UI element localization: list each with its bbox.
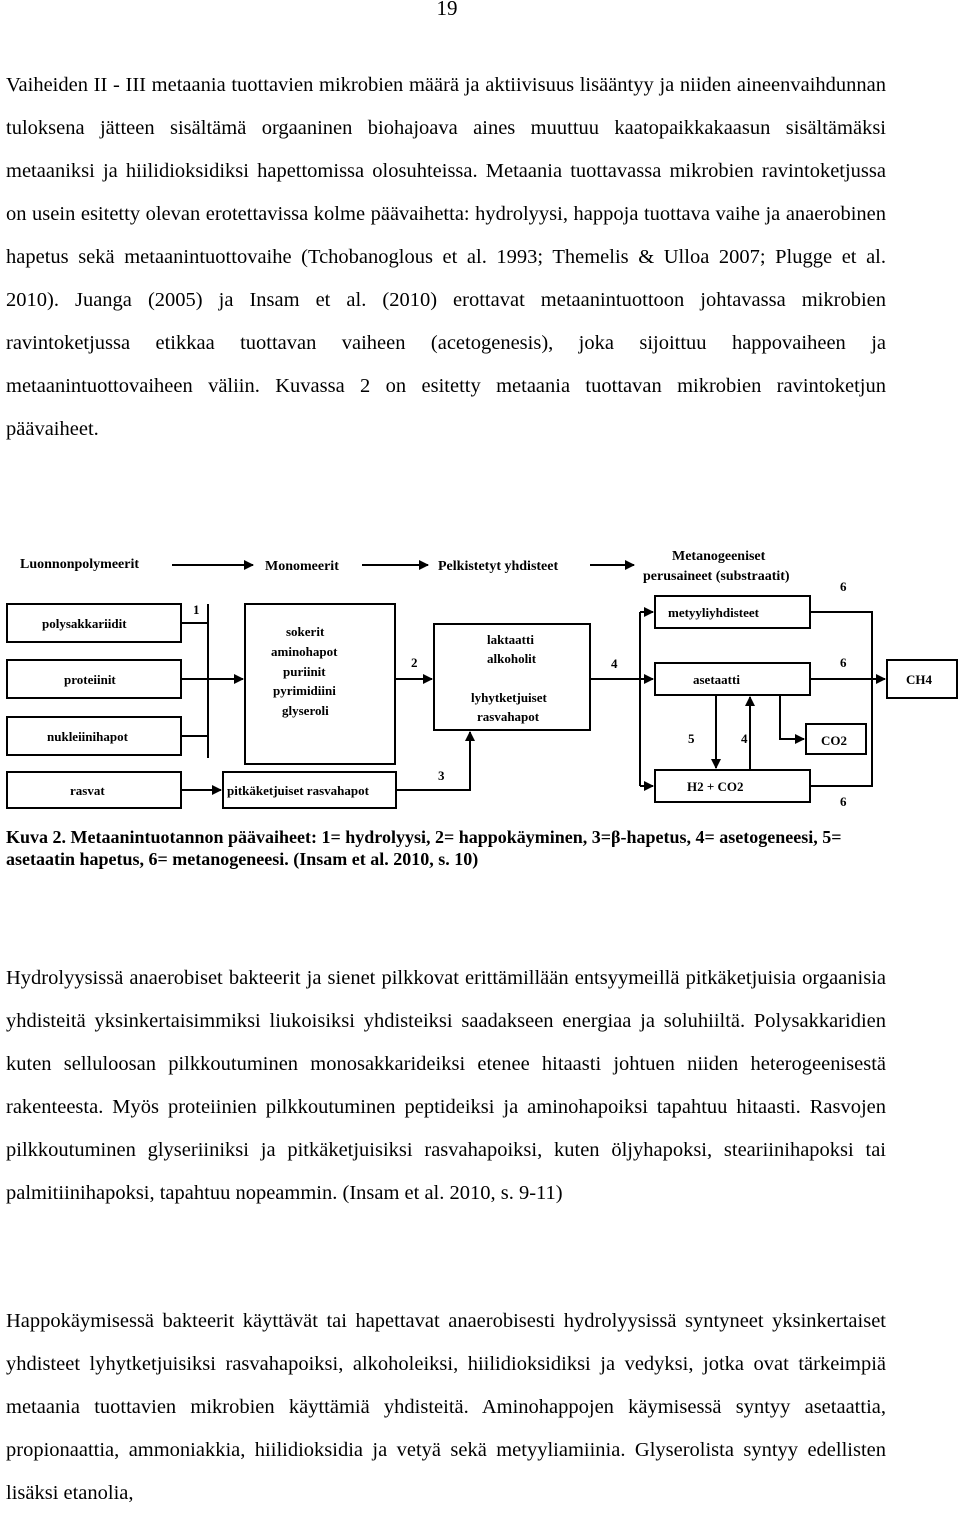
label-fats: rasvat [70, 783, 105, 798]
methane-food-chain-diagram [0, 540, 960, 825]
reduced-short-chain: lyhytketjuiset [471, 690, 547, 705]
paragraph-hydrolysis: Hydrolyysissä anaerobiset bakteerit ja sienet pilkkovat erittämillään entsyymeillä pitkäketjuisia orgaanisia yhdisteitä yksinkertaisimmiksi liukoisiksi yhdisteiksi saadakseen energiaa ja soluhiiltä. Polysakkaridien kuten selluloosan pilkkoutuminen monosakkarideiksi etenee hitaasti johtuen niiden heterogeenisestä rakenteesta. Myös proteiinien pilkkoutuminen peptideiksi ja aminohapoiksi tapahtuu hitaasti. Rasvojen pilkkoutuminen glyseriiniksi ja pitkäketjuisiksi rasvahapoiksi, kuten öljyhapoksi, steariinihapoksi tai palmitiinihapoksi, tapahtuu nopeammin. (Insam et al. 2010, s. 9-11) [6, 967, 886, 1204]
step-label-6a: 6 [840, 579, 847, 594]
step-label-4a: 4 [611, 656, 618, 671]
step-label-2: 2 [411, 655, 418, 670]
label-ch4: CH4 [906, 672, 932, 687]
header-natural-polymers: Luonnonpolymeerit [20, 557, 140, 572]
monomer-glycerol: glyseroli [282, 703, 329, 718]
label-methyl-compounds: metyyliyhdisteet [668, 605, 759, 620]
arrow-beta-oxidation [396, 732, 470, 790]
step-label-6b: 6 [840, 655, 847, 670]
paragraph-intro: Vaiheiden II - III metaania tuottavien mikrobien määrä ja aktiivisuus lisääntyy ja niiden aineenvaihdunnan tuloksena jätteen sisältämä orgaaninen biohajoava aines muuttuu kaatopaikkakaasun sisältämäksi metaaniksi ja hiilidioksidiksi hapettomissa olosuhteissa. Metaania tuottavassa mikrobien ravintoketjussa on usein esitetty olevan erotettavissa kolme päävaihetta: hydrolyysi, happoja tuottava vaihe ja anaerobinen hapetus sekä metaanintuottovaihe (Tchobanoglous et al. 1993; Themelis & Ulloa 2007; Plugge et al. 2010). Juanga (2005) ja Insam et al. (2010) erottavat metaanintuottoon johtavassa mikrobien ravintoketjussa etikkaa tuottavan vaiheen (acetogenesis), joka sijoittuu happovaiheen ja metaanintuottovaiheen väliin. Kuvassa 2 on esitetty metaania tuottavan mikrobien ravintoketjun päävaiheet. [6, 74, 886, 440]
page-number: 19 [436, 0, 458, 20]
label-co2: CO2 [821, 733, 847, 748]
step-label-4b: 4 [741, 731, 748, 746]
monomer-amino-acids: aminohapot [271, 644, 338, 659]
label-long-chain-fatty-acids: pitkäketjuiset rasvahapot [227, 783, 369, 798]
monomer-pyrimidine: pyrimidiini [273, 683, 336, 698]
label-polysaccharides: polysakkariidit [42, 616, 127, 631]
header-monomers: Monomeerit [265, 559, 339, 574]
header-substrates-line1: Metanogeeniset [672, 549, 766, 564]
paragraph-acidogenesis: Happokäymisessä bakteerit käyttävät tai hapettavat anaerobisesti hydrolyysissä syntyneet yksinkertaiset yhdisteet lyhytketjuisiksi rasvahapoiksi, alkoholeiksi, hiilidioksidiksi ja vedyksi, jotka ovat tärkeimpiä metaania tuottavien mikrobien käyttämiä yhdisteitä. Aminohappojen käymisessä syntyy asetaattia, propionaattia, ammoniakkia, hiilidioksidia ja vetyä sekä metyyliamiinia. Glyserolista syntyy edellisten lisäksi etanolia, [6, 1310, 886, 1504]
label-h2-co2: H2 + CO2 [687, 779, 744, 794]
monomer-sugars: sokerit [286, 624, 325, 639]
header-substrates-line2: perusaineet (substraatit) [643, 569, 790, 584]
monomer-purines: puriinit [283, 664, 326, 679]
reduced-fatty-acids: rasvahapot [477, 709, 540, 724]
reduced-alcohols: alkoholit [487, 651, 537, 666]
header-reduced-compounds: Pelkistetyt yhdisteet [438, 559, 559, 574]
arrow-acetate-to-co2 [780, 695, 804, 739]
step-label-6c: 6 [840, 794, 847, 809]
step-label-3: 3 [438, 768, 445, 783]
label-acetate: asetaatti [693, 672, 740, 687]
step-label-1: 1 [193, 602, 200, 617]
label-nucleic-acids: nukleiinihapot [47, 729, 128, 744]
reduced-lactate: laktaatti [487, 632, 534, 647]
figure-caption: Kuva 2. Metaanintuotannon päävaiheet: 1= hydrolyysi, 2= happokäyminen, 3=β-hapetus, 4= asetogeneesi, 5= asetaatin hapetus, 6= metanogeneesi. (Insam et al. 2010, s. 10) [6, 827, 842, 869]
label-proteins: proteiinit [64, 672, 116, 687]
step-label-5: 5 [688, 731, 695, 746]
